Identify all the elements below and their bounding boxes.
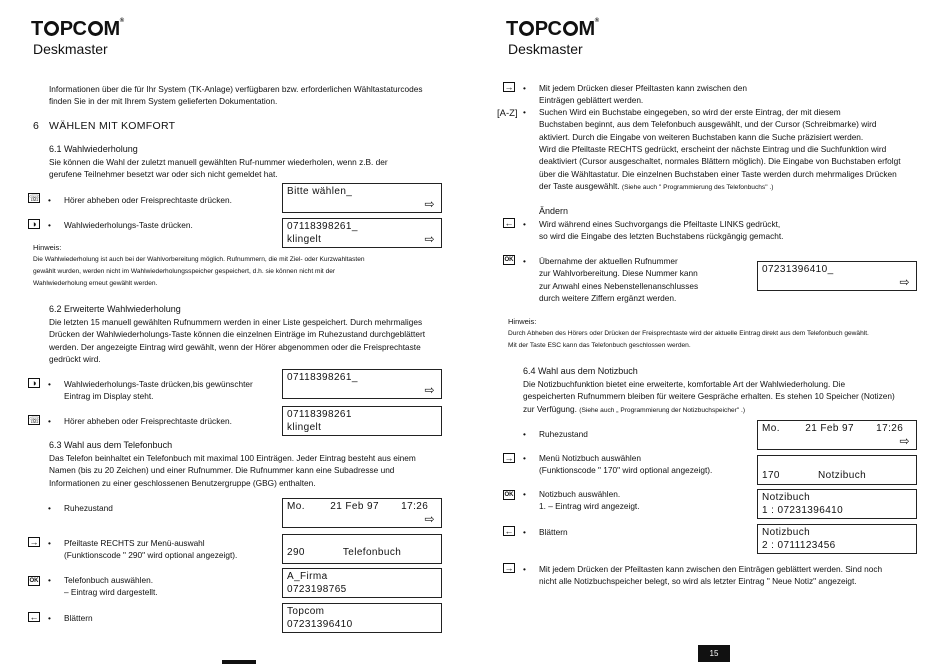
intro-text: Informationen über die für Ihr System (TK-Anlage) verfügbaren bzw. erforderlichen Wähltastaturcodes finden Sie in der mit Ihrem System gelieferten Dokumentation. [49,84,423,107]
az-key-label: [A-Z] [497,108,518,119]
step-select-notebook: • Notizbuch auswählen. 1. – Eintrag wird angezeigt. [523,489,640,511]
ok-key-icon: OK [504,492,514,498]
section-body-6-3: Das Telefon beinhaltet ein Telefonbuch mit maximal 100 Einträgen. Jeder Eintrag besteht aus einem Namen (bis zu 20 Zeichen) und einer Rufnummer. Die Rufnummer kann eine Subadresse und Informationen zu einer geschlossenen Benutzergruppe (GBG) enthalten. [49,453,416,488]
brand-logo: T PC M® [31,18,124,40]
step-search: • Suchen Wird ein Buchstabe eingegeben, so wird der erste Eintrag, der mit diesem Buchstaben beginnt, aus dem Telefonbuch ausgewählt, und der Cursor (Schreibmarke) wird aktiviert. Durch die Eingabe von weiteren Buchstaben kann die Suche präzisiert werden. Wird die Pfeiltaste RECHTS gedrückt, erscheint der nächste Eintrag und die Suchfunktion wird deaktiviert (Cursor ausgeschaltet, normales Blättern möglich). Die Eingabe von Buchstaben erfolgt über die Wähltastatur. Die einzelnen Buchstaben einer Taste werden durch mehrmaliges Drücken der Taste ausgewählt. (Siehe auch " Programmierung des Telefonbuchs" .) [523,107,901,191]
arrow-right-key-icon: → [504,563,514,573]
product-name: Deskmaster [508,41,583,57]
step-browse-entries: • Mit jedem Drücken dieser Pfeiltasten kann zwischen den Einträgen geblättert werden. [523,83,747,105]
step-menu-right: • Pfeiltaste RECHTS zur Menü-auswahl (Funktionscode " 290" wird optional angezeigt). [48,538,238,560]
brand-logo: T PC M® [506,18,599,40]
redial-key-icon: ◑ [28,219,40,229]
step-take-number: • Übernahme der aktuellen Rufnummer zur Wahlvorbereitung. Diese Nummer kann zur Anwahl eines Nebenstellenanschlusses durch weitere Ziffern ergänzt werden. [523,256,699,303]
display-redial-number: 07118398261_ ⇨ [282,369,442,399]
ok-key-icon: OK [29,578,39,584]
step-idle: • Ruhezustand [523,429,588,439]
page-number: 15 [698,645,730,662]
arrow-right-icon: ⇨ [899,434,910,448]
step-redial-browse: • Wahlwiederholungs-Taste drücken,bis gewünschter Eintrag im Display steht. [48,379,253,401]
section-title-6-3: 6.3 Wahl aus dem Telefonbuch [49,440,173,450]
page-number-tab [222,660,256,664]
section-body-6-4: Die Notizbuchfunktion bietet eine erweiterte, komfortable Art der Wahlwiederholung. Die gespeicherten Rufnummern bleiben für weitere Gespräche erhalten. Es stehen 10 Speicher (Notizen) zur Verfügung. (Siehe auch „ Programmierung der Notizbuchspeicher" .) [523,379,895,414]
display-klingelt-2: 07118398261 klingelt [282,406,442,436]
arrow-right-icon: ⇨ [899,275,910,289]
redial-key-icon: ◑ [28,378,40,388]
section-title-6-2: 6.2 Erweiterte Wahlwiederholung [49,304,181,314]
arrow-right-icon: ⇨ [424,197,435,211]
step-browse-notes: • Mit jedem Drücken der Pfeiltasten kann zwischen den Einträgen geblättert werden. Sind noch nicht alle Notizbuchspeicher belegt, so wird als letzter Eintrag " Neue Notiz" angezeigt. [523,564,883,586]
section-title-6-1: 6.1 Wahlwiederholung [49,144,138,154]
ok-key-icon: OK [504,257,514,263]
display-notebook-entry-1: Notzibuch 1 : 07231396410 [757,489,917,519]
step-menu-notebook: • Menü Notizbuch auswählen (Funktionscode " 170" wird optional angezeigt). [523,453,713,475]
display-notebook-entry-2: Notizbuch 2 : 0711123456 [757,524,917,554]
step-idle: • Ruhezustand [48,503,113,513]
arrow-left-key-icon: ← [504,526,514,536]
step-select-phonebook: • Telefonbuch auswählen. – Eintrag wird dargestellt. [48,575,158,597]
display-bitte-waehlen: Bitte wählen_ ⇨ [282,183,442,213]
display-idle-date: Mo. 21 Feb 97 17:26 ⇨ [282,498,442,528]
handset-key-icon: ☏ [29,193,41,203]
display-telefonbuch-menu: 290 Telefonbuch [282,534,442,564]
section-title-6-4: 6.4 Wahl aus dem Notizbuch [523,366,638,376]
step-pickup: • Hörer abheben oder Freisprechtaste drücken. [48,195,232,205]
hint-label: Hinweis: [508,317,537,326]
arrow-right-key-icon: → [29,537,39,547]
step-redial: • Wahlwiederholungs-Taste drücken. [48,220,193,230]
chapter-number: 6 [33,120,40,132]
product-name: Deskmaster [33,41,108,57]
section-body-6-2: Die letzten 15 manuell gewählten Rufnummern werden in einer Liste gespeichert. Durch mehrmaliges Drücken der Wahlwiederholungs-Taste können die einzelnen Einträge im Ruhezustand durchgeblättert werden. Der angezeigte Eintrag wird gewählt, wenn der Hörer abgenommen oder die Freisprechtaste gedrückt wird. [49,317,426,364]
chapter-title: WÄHLEN MIT KOMFORT [49,120,176,132]
display-phonebook-entry-2: Topcom 07231396410 [282,603,442,633]
arrow-left-key-icon: ← [504,218,514,228]
step-pickup-2: • Hörer abheben oder Freisprechtaste drücken. [48,416,232,426]
arrow-right-icon: ⇨ [424,512,435,526]
section-body-6-1: Sie können die Wahl der zuletzt manuell gewählten Ruf-nummer wiederholen, wenn z.B. der gerufene Teilnehmer besetzt war oder sich nicht gemeldet hat. [49,157,388,180]
step-undo-letter: • Wird während eines Suchvorgangs die Pfeiltaste LINKS gedrückt, so wird die Eingabe des letzten Buchstabens rückgängig gemacht. [523,219,784,241]
arrow-right-key-icon: → [504,453,514,463]
arrow-right-key-icon: → [504,82,514,92]
display-prepared-number: 07231396410_ ⇨ [757,261,917,291]
step-browse: • Blättern [523,527,568,537]
hint-text: Die Wahlwiederholung ist auch bei der Wahlvorbereitung möglich. Rufnummern, die mit Ziel- oder Kurzwahltasten gewählt wurden, werden nicht im Wahlwiederholungsspeicher gespeichert, d.h. sie können nicht mit der Wahlwiederholung erneut gewählt werden. [33,256,365,287]
subsection-aendern: Ändern [539,206,569,216]
display-klingelt-1: 07118398261_ klingelt ⇨ [282,218,442,248]
arrow-right-icon: ⇨ [424,232,435,246]
arrow-right-icon: ⇨ [424,383,435,397]
arrow-left-key-icon: ← [29,612,39,622]
step-browse: • Blättern [48,613,93,623]
hint-label: Hinweis: [33,243,62,252]
display-idle-date: Mo. 21 Feb 97 17:26 ⇨ [757,420,917,450]
display-notebook-menu: 170 Notzibuch [757,455,917,485]
display-phonebook-entry-1: A_Firma 0723198765 [282,568,442,598]
hint-text: Durch Abheben des Hörers oder Drücken der Freisprechtaste wird der aktuelle Eintrag direkt aus dem Telefonbuch gewählt. Mit der Taste ESC kann das Telefonbuch geschlossen werden. [508,330,869,349]
handset-key-icon: ☏ [29,415,41,425]
